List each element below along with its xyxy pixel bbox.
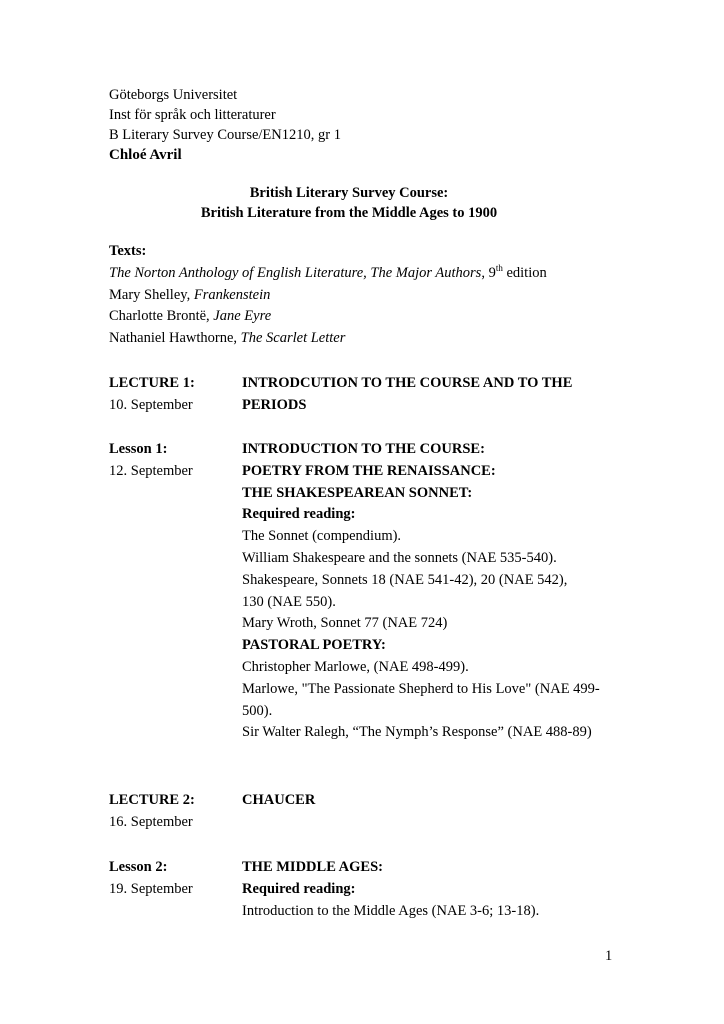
lesson-1-heading-renaissance: POETRY FROM THE RENAISSANCE: [242, 462, 496, 479]
lesson-1-heading-pastoral: PASTORAL POETRY: [242, 637, 386, 654]
norton-edition-pre: , 9 [481, 264, 496, 281]
lecture-1-date: 10. September [109, 396, 193, 413]
lesson-1-reading-item: The Sonnet (compendium). [242, 528, 402, 545]
title-line-1: British Literary Survey Course: [249, 185, 449, 201]
lesson-1-reading-item: 500). [242, 702, 273, 719]
bronte-title: Jane Eyre [213, 308, 272, 325]
lesson-1-reading-item: William Shakespeare and the sonnets (NAE 535-540). [242, 549, 557, 566]
lesson-1-block [109, 439, 629, 744]
lesson-1-heading-course: INTRODUCTION TO THE COURSE: [242, 441, 485, 457]
department-name: Inst för språk och litteraturer [109, 107, 276, 123]
lecture-2-block [109, 790, 629, 834]
lesson-1-reading-item: Mary Wroth, Sonnet 77 (NAE 724) [242, 615, 448, 632]
bronte-author: Charlotte Brontë, [109, 308, 214, 325]
lesson-1-reading-item: 130 (NAE 550). [242, 593, 336, 610]
lesson-2-label: Lesson 2: [109, 859, 168, 875]
lesson-2-date: 19. September [109, 880, 193, 897]
norton-edition-post: edition [502, 264, 547, 281]
lesson-1-date: 12. September [109, 462, 193, 479]
lecture-1-label: LECTURE 1: [109, 375, 195, 391]
lesson-1-heading-sonnet: THE SHAKESPEAREAN SONNET: [242, 484, 473, 501]
lecture-2-date: 16. September [109, 813, 193, 830]
norton-title: The Norton Anthology of English Literature, The Major Authors [109, 264, 482, 281]
lecture-1-topic-line-2: PERIODS [242, 396, 307, 413]
lesson-2-reading-item: Introduction to the Middle Ages (NAE 3-6; 13-18). [242, 902, 540, 919]
shelley-author: Mary Shelley, [109, 286, 194, 303]
lesson-2-required-reading: Required reading: [242, 880, 356, 897]
text-item-norton [109, 263, 547, 285]
document-header [109, 85, 341, 165]
lecture-1-topic-line-1: INTRODCUTION TO THE COURSE AND TO THE [242, 375, 573, 391]
lesson-2-heading-middle-ages: THE MIDDLE AGES: [242, 859, 383, 875]
text-item-shelley [109, 285, 547, 307]
shelley-title: Frankenstein [193, 286, 271, 303]
lecture-1-block [109, 373, 629, 417]
university-name: Göteborgs Universitet [109, 87, 238, 103]
text-item-bronte [109, 306, 547, 328]
hawthorne-title: The Scarlet Letter [240, 330, 346, 347]
lesson-1-reading-item: Shakespeare, Sonnets 18 (NAE 541-42), 20 (NAE 542), [242, 571, 568, 588]
document-title [0, 183, 724, 223]
title-line-2: British Literature from the Middle Ages to 1900 [200, 205, 498, 221]
lesson-1-required-reading: Required reading: [242, 506, 356, 523]
lesson-1-reading-item: Sir Walter Ralegh, “The Nymph’s Response” (NAE 488-89) [242, 724, 592, 741]
texts-heading: Texts: [109, 243, 147, 259]
lecture-2-label: LECTURE 2: [109, 792, 195, 808]
course-code: B Literary Survey Course/EN1210, gr 1 [109, 127, 341, 143]
lecture-2-topic: CHAUCER [242, 792, 316, 808]
lesson-1-label: Lesson 1: [109, 441, 168, 457]
lesson-2-block [109, 857, 629, 922]
author-name: Chloé Avril [109, 147, 182, 163]
lesson-1-reading-item: Christopher Marlowe, (NAE 498-499). [242, 658, 469, 675]
norton-edition-sup: th [495, 262, 503, 273]
hawthorne-author: Nathaniel Hawthorne, [109, 330, 241, 347]
page-number: 1 [605, 948, 613, 964]
lesson-1-reading-item: Marlowe, "The Passionate Shepherd to His Love" (NAE 499- [242, 680, 600, 697]
text-item-hawthorne [109, 328, 547, 350]
texts-section [109, 241, 547, 350]
